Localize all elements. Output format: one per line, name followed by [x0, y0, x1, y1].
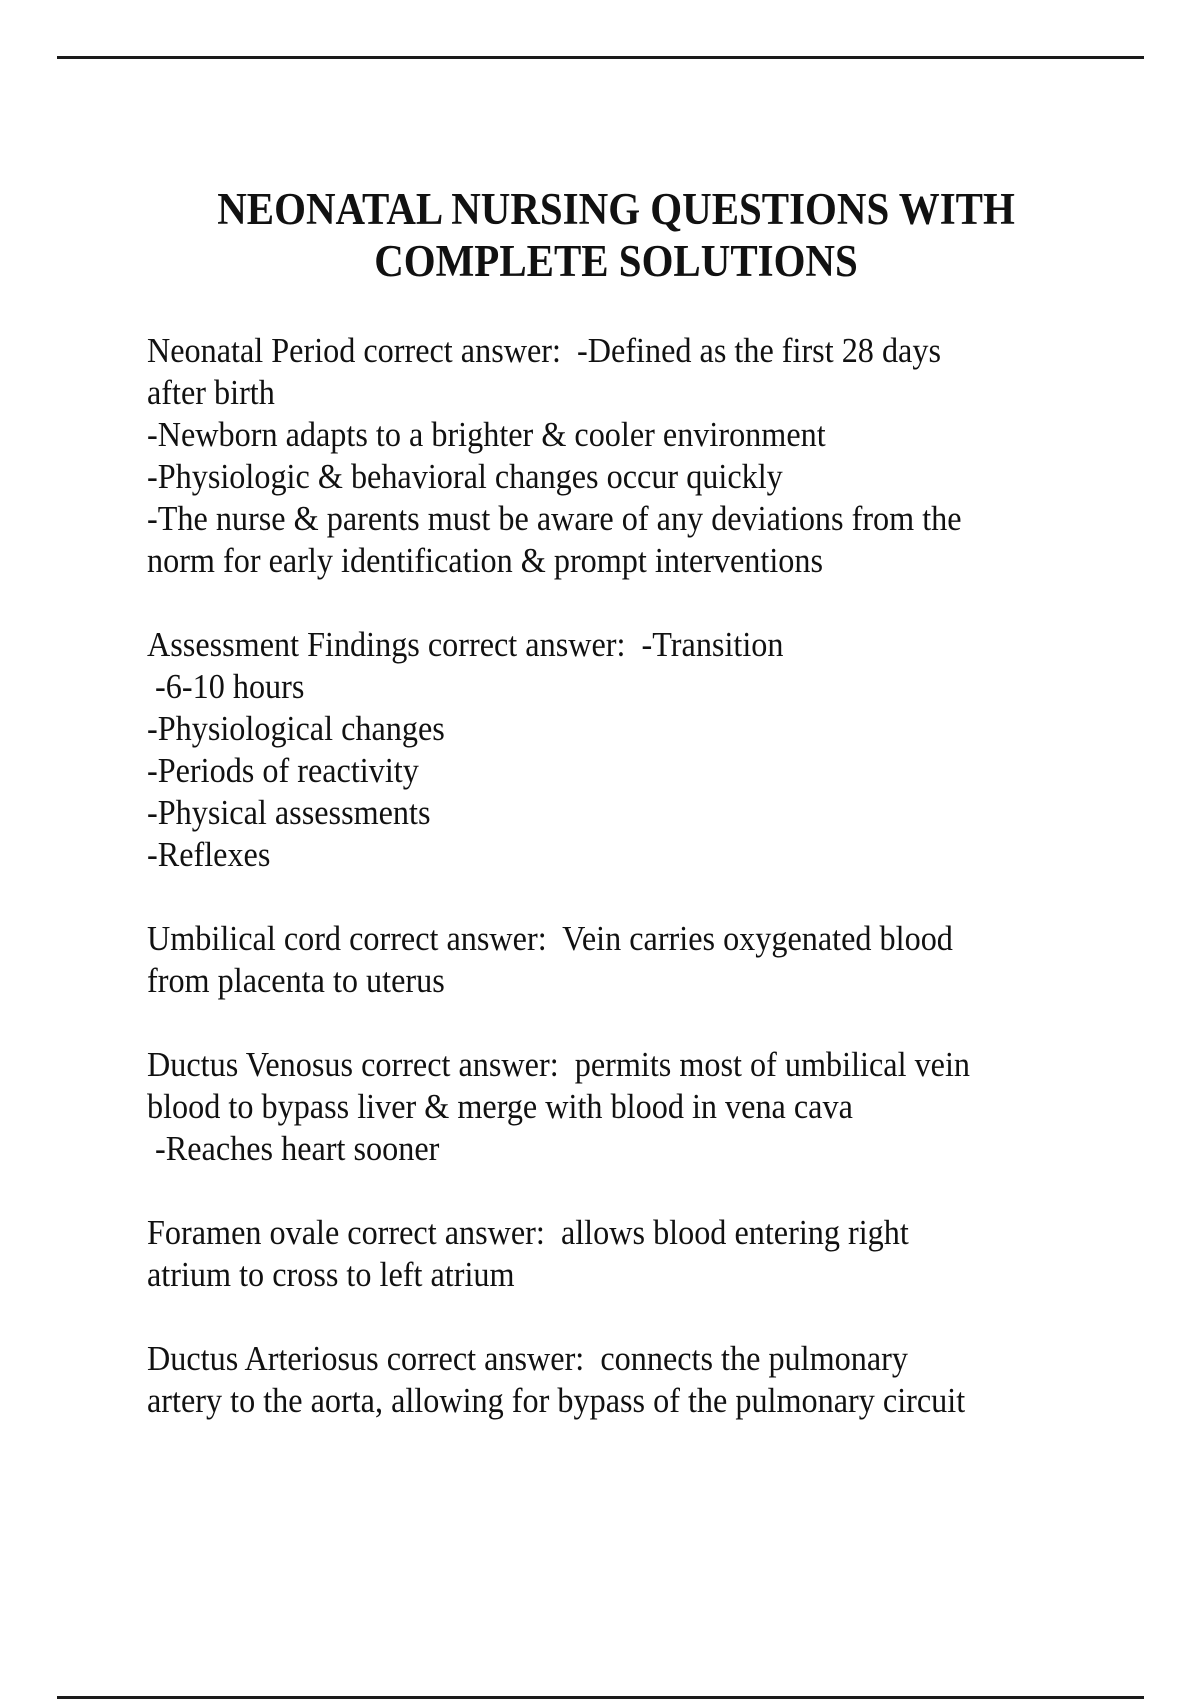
title-line-2: COMPLETE SOLUTIONS — [374, 236, 858, 286]
qa-line: Umbilical cord correct answer: Vein carries oxygenated blood — [147, 919, 953, 958]
qa-item-ductus-arteriosus — [147, 1338, 1067, 1422]
qa-item-assessment-findings — [147, 624, 1067, 876]
footer-rule — [57, 1696, 1144, 1699]
qa-line: -6-10 hours — [147, 667, 305, 706]
qa-item-neonatal-period — [147, 330, 1067, 582]
qa-line: -Reflexes — [147, 835, 271, 874]
qa-line: -Physiologic & behavioral changes occur quickly — [147, 457, 783, 496]
qa-line: norm for early identification & prompt interventions — [147, 541, 824, 580]
qa-line: after birth — [147, 373, 275, 412]
qa-line: Neonatal Period correct answer: -Defined as the first 28 days — [147, 331, 941, 370]
qa-line: -Reaches heart sooner — [147, 1129, 440, 1168]
qa-line: -The nurse & parents must be aware of any deviations from the — [147, 499, 962, 538]
qa-item-umbilical-cord — [147, 918, 1067, 1002]
qa-line: blood to bypass liver & merge with blood in vena cava — [147, 1087, 853, 1126]
qa-line: Assessment Findings correct answer: -Transition — [147, 625, 784, 664]
qa-line: -Physiological changes — [147, 709, 445, 748]
qa-item-foramen-ovale — [147, 1212, 1067, 1296]
qa-item-ductus-venosus — [147, 1044, 1067, 1170]
qa-line: -Periods of reactivity — [147, 751, 419, 790]
header-rule — [57, 56, 1144, 59]
qa-line: -Physical assessments — [147, 793, 431, 832]
qa-line: from placenta to uterus — [147, 961, 445, 1000]
qa-line: -Newborn adapts to a brighter & cooler environment — [147, 415, 826, 454]
qa-line: atrium to cross to left atrium — [147, 1255, 515, 1294]
qa-line: Foramen ovale correct answer: allows blood entering right — [147, 1213, 909, 1252]
qa-line: artery to the aorta, allowing for bypass of the pulmonary circuit — [147, 1381, 966, 1420]
document-title — [146, 183, 1085, 287]
document-body — [147, 330, 1067, 1464]
qa-line: Ductus Venosus correct answer: permits most of umbilical vein — [147, 1045, 971, 1084]
title-line-1: NEONATAL NURSING QUESTIONS WITH — [217, 184, 1015, 234]
qa-line: Ductus Arteriosus correct answer: connects the pulmonary — [147, 1339, 908, 1378]
